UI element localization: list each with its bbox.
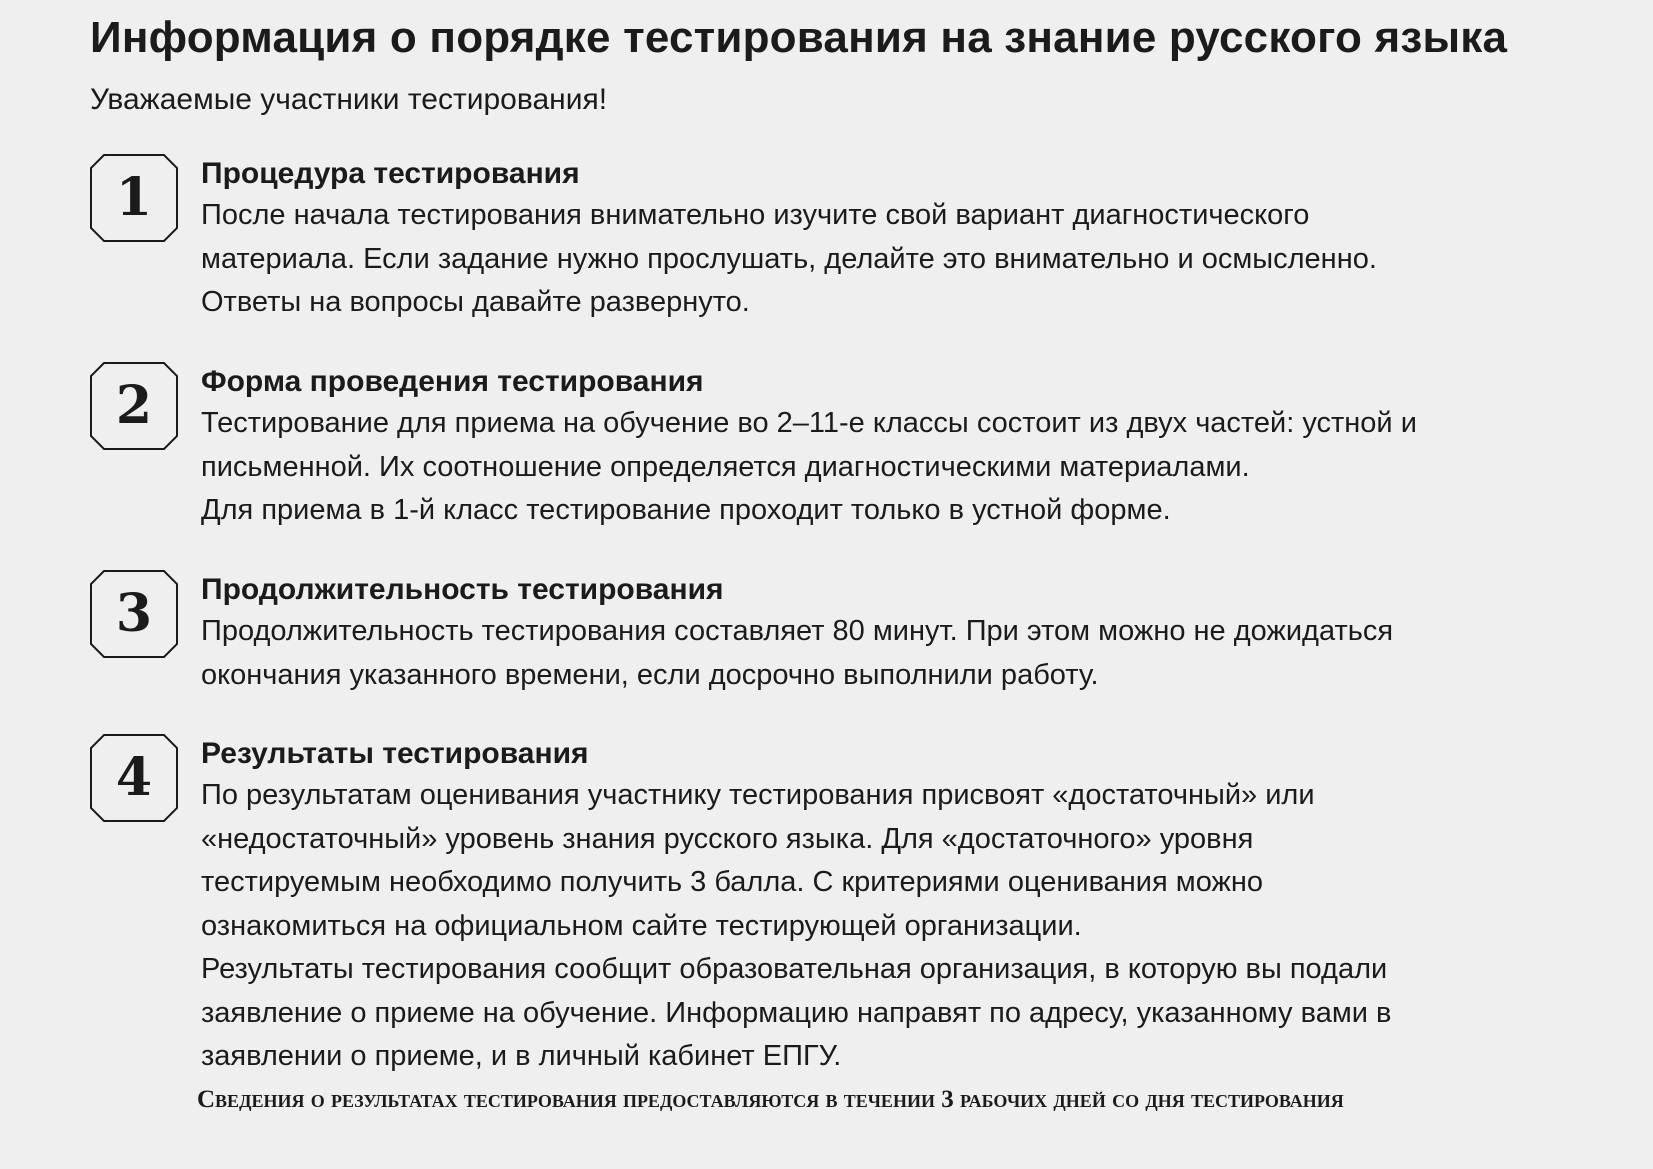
section-text-line: После начала тестирования внимательно изучите свой вариант диагностического xyxy=(201,199,1310,231)
section-title: Форма проведения тестирования xyxy=(201,365,704,398)
section-text-line: заявление о приеме на обучение. Информацию направят по адресу, указанному вами в xyxy=(201,996,1392,1029)
section-title: Результаты тестирования xyxy=(201,737,589,770)
section-text-line: По результатам оценивания участнику тестирования присвоят «достаточный» или xyxy=(201,779,1315,811)
section-text-line: Результаты тестирования сообщит образовательная организация, в которую вы подали xyxy=(201,953,1388,985)
section-text-line: «недостаточный» уровень знания русского языка. Для «достаточного» уровня xyxy=(201,822,1254,855)
section-title: Процедура тестирования xyxy=(201,157,580,190)
section-number: 1 xyxy=(115,167,153,228)
section-content xyxy=(201,362,1641,533)
section-text-line: Ответы на вопросы давайте развернуто. xyxy=(201,286,750,318)
section-content xyxy=(201,734,1641,1079)
section-text-line: заявлении о приеме, и в личный кабинет ЕПГУ. xyxy=(201,1040,842,1072)
page-title: Информация о порядке тестирования на знание русского языка xyxy=(90,13,1508,62)
section-number: 2 xyxy=(115,375,153,436)
section-text-line: тестируемым необходимо получить 3 балла. С критериями оценивания можно xyxy=(201,866,1264,898)
section-text-line: Тестирование для приема на обучение во 2–11-е классы состоит из двух частей: устной и xyxy=(201,407,1417,439)
number-badge xyxy=(90,734,178,822)
greeting: Уважаемые участники тестирования! xyxy=(90,83,608,116)
number-badge xyxy=(90,362,178,450)
section-content xyxy=(201,154,1641,325)
number-badge xyxy=(90,570,178,658)
section-content xyxy=(201,570,1641,697)
section-number: 4 xyxy=(115,747,153,808)
footnote: Сведения о результатах тестирования предоставляются в течении 3 рабочих дней со дня тестирования xyxy=(197,1086,1344,1113)
section-text-line: письменной. Их соотношение определяется диагностическими материалами. xyxy=(201,450,1250,483)
section-text-line: Продолжительность тестирования составляет 80 минут. При этом можно не дожидаться xyxy=(201,615,1394,647)
section-text-line: Для приема в 1-й класс тестирование проходит только в устной форме. xyxy=(201,494,1171,526)
section-title: Продолжительность тестирования xyxy=(201,573,724,606)
section-number: 3 xyxy=(115,583,153,644)
number-badge xyxy=(90,154,178,242)
info-page xyxy=(90,0,1630,120)
section-text-line: материала. Если задание нужно прослушать, делайте это внимательно и осмысленно. xyxy=(201,242,1377,275)
section-text-line: окончания указанного времени, если досрочно выполнили работу. xyxy=(201,658,1099,691)
section-text-line: ознакомиться на официальном сайте тестирующей организации. xyxy=(201,909,1082,942)
